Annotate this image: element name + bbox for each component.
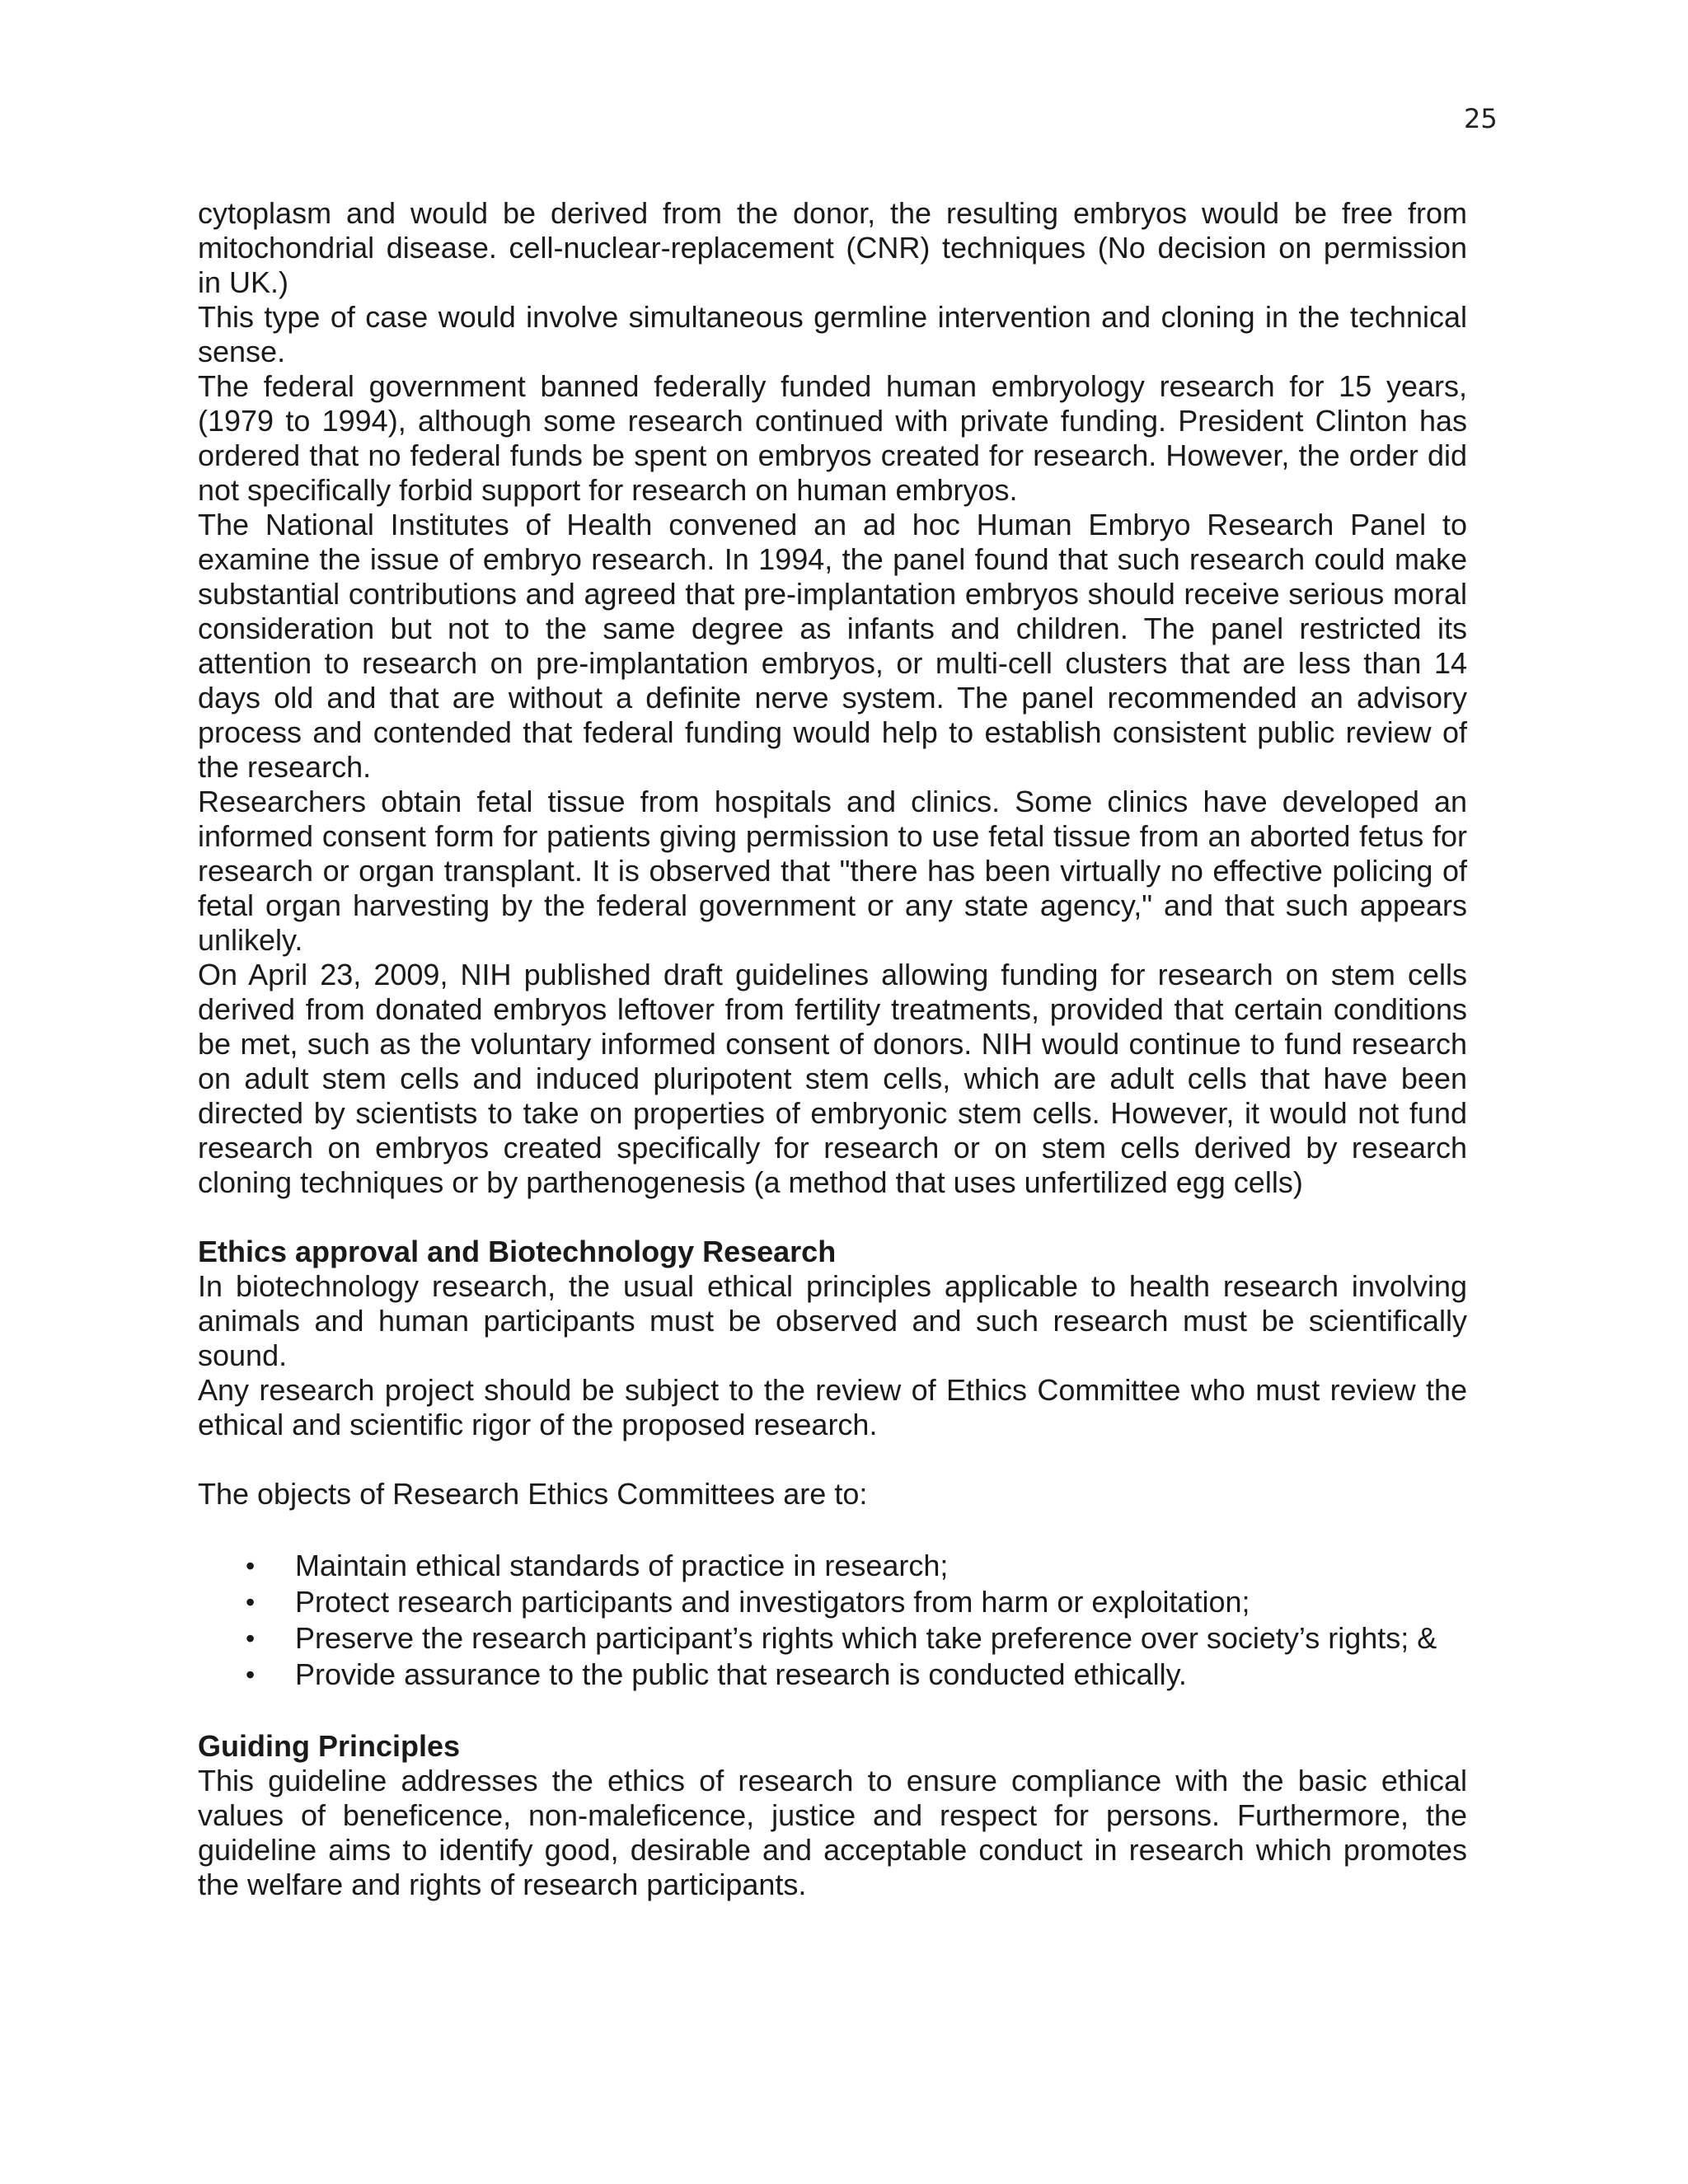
paragraph-ethical-principles: In biotechnology research, the usual ethical principles applicable to health research involving animals and human participants must be observed and such research must be scientifically sound.	[198, 1269, 1467, 1372]
objects-bullet-list	[198, 1548, 1467, 1693]
paragraph-cnr-techniques: cytoplasm and would be derived from the donor, the resulting embryos would be free from mitochondrial disease. cell-nuclear-replacement (CNR) techniques (No decision on permission in UK.)	[198, 196, 1467, 299]
paragraph-germline-intervention: This type of case would involve simultaneous germline intervention and cloning in the technical sense.	[198, 300, 1467, 368]
paragraph-federal-ban: The federal government banned federally funded human embryology research for 15 years, (1979 to 1994), although some research continued with private funding. President Clinton has ordered that no federal funds be spent on embryos created for research. However, the order did not specifically forbid support for research on human embryos.	[198, 369, 1467, 507]
list-item	[198, 1620, 1467, 1657]
spacer	[198, 1200, 1467, 1235]
page-number: 25	[1464, 103, 1498, 134]
paragraph-guiding-principles: This guideline addresses the ethics of research to ensure compliance with the basic ethical values of beneficence, non-maleficence, justice and respect for persons. Furthermore, the guideline aims to identify good, desirable and acceptable conduct in research which promotes the welfare and rights of research participants.	[198, 1764, 1467, 1901]
page-content	[198, 196, 1467, 1902]
list-item-text: Protect research participants and investigators from harm or exploitation;	[295, 1585, 1250, 1619]
list-item	[198, 1657, 1467, 1693]
paragraph-nih-panel: The National Institutes of Health convened an ad hoc Human Embryo Research Panel to examine the issue of embryo research. In 1994, the panel found that such research could make substantial contributions and agreed that pre-implantation embryos should receive serious moral consideration but not to the same degree as infants and children. The panel restricted its attention to research on pre-implantation embryos, or multi-cell clusters that are less than 14 days old and that are without a definite nerve system. The panel recommended an advisory process and contended that federal funding would help to establish consistent public review of the research.	[198, 508, 1467, 784]
heading-ethics-approval: Ethics approval and Biotechnology Research	[198, 1235, 837, 1268]
spacer	[198, 1442, 1467, 1477]
bullet-icon: •	[246, 1660, 256, 1690]
paragraph-fetal-tissue: Researchers obtain fetal tissue from hospitals and clinics. Some clinics have developed an informed consent form for patients giving permission to use fetal tissue from an aborted fetus for research or organ transplant. It is observed that "there has been virtually no effective policing of fetal organ harvesting by the federal government or any state agency," and that such appears unlikely.	[198, 785, 1467, 957]
list-item-text: Provide assurance to the public that research is conducted ethically.	[295, 1657, 1187, 1691]
bullet-icon: •	[246, 1551, 256, 1581]
bullet-icon: •	[246, 1587, 256, 1617]
list-item-text: Maintain ethical standards of practice in research;	[295, 1549, 949, 1582]
heading-guiding-principles: Guiding Principles	[198, 1729, 461, 1763]
paragraph-ethics-committee-review: Any research project should be subject to the review of Ethics Committee who must review the ethical and scientific rigor of the proposed research.	[198, 1373, 1467, 1441]
list-item	[198, 1548, 1467, 1584]
paragraph-nih-guidelines: On April 23, 2009, NIH published draft guidelines allowing funding for research on stem cells derived from donated embryos leftover from fertility treatments, provided that certain conditions be met, such as the voluntary informed consent of donors. NIH would continue to fund research on adult stem cells and induced pluripotent stem cells, which are adult cells that have been directed by scientists to take on properties of embryonic stem cells. However, it would not fund research on embryos created specifically for research or on stem cells derived by research cloning techniques or by parthenogenesis (a method that uses unfertilized egg cells)	[198, 958, 1467, 1199]
list-item-text: Preserve the research participant’s rights which take preference over society’s rights; &	[295, 1621, 1437, 1655]
bullet-icon: •	[246, 1624, 256, 1653]
list-item	[198, 1584, 1467, 1620]
list-intro: The objects of Research Ethics Committees are to:	[198, 1477, 868, 1511]
